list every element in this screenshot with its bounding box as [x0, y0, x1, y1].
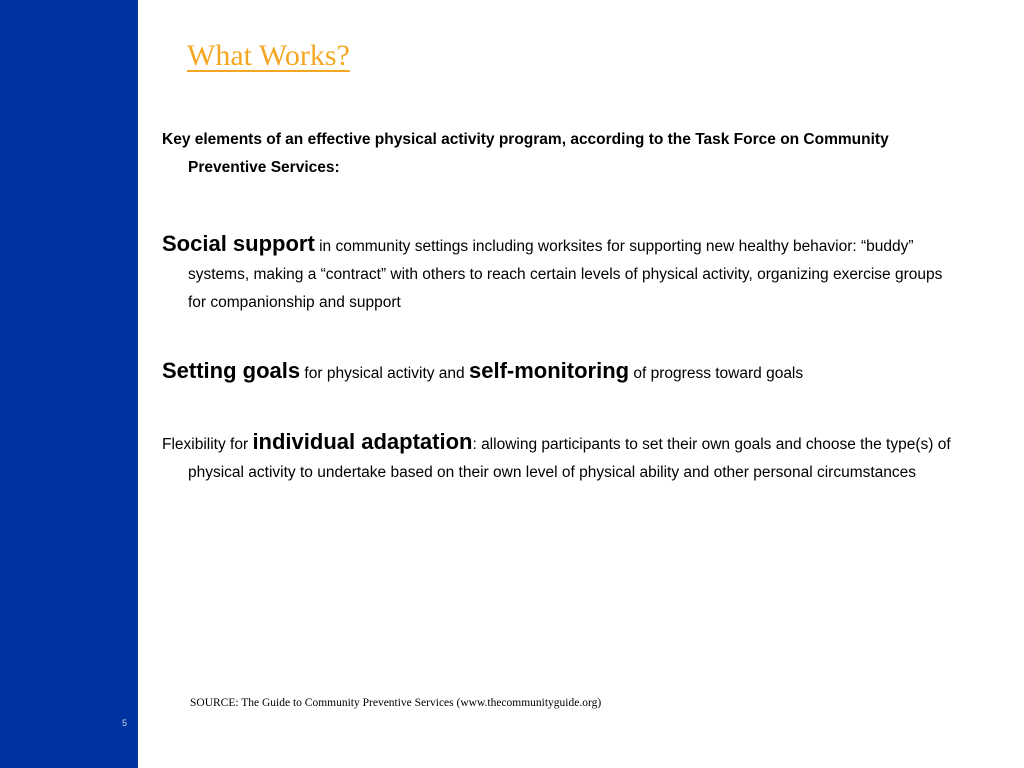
point-social-support: [162, 230, 962, 317]
point-lead: individual adaptation: [252, 429, 473, 454]
slide-body: [162, 126, 962, 487]
point-setting-goals: [162, 357, 962, 388]
point-flexibility: [162, 428, 962, 487]
point-text: in community settings including worksites for supporting new healthy behavior: “buddy” systems, making a “contract” with others to reach certain levels of physical activity, organizing exercise groups for companionship and support: [188, 238, 943, 311]
source-citation: SOURCE: The Guide to Community Preventive Services (www.thecommunityguide.org): [190, 697, 602, 709]
intro-text: Key elements of an effective physical activity program, according to the Task Force on Community Preventive Services:: [162, 131, 889, 176]
point-lead: Social support: [162, 231, 315, 256]
point-text: for physical activity and: [300, 365, 469, 382]
point-lead-secondary: self-monitoring: [468, 358, 630, 383]
sidebar-band: [0, 0, 138, 768]
slide-number: 5: [122, 718, 128, 728]
point-lead: Setting goals: [162, 358, 301, 383]
point-text: : allowing participants to set their own goals and choose the type(s) of physical activity to undertake based on their own level of physical ability and other personal circumstances: [188, 436, 951, 481]
slide-title: What Works?: [187, 39, 350, 72]
point-prefix: Flexibility for: [162, 436, 253, 453]
point-text-secondary: of progress toward goals: [629, 365, 804, 382]
